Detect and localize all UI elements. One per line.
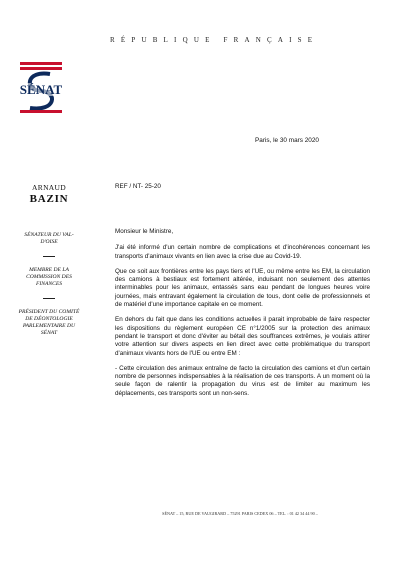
paragraph-1: J'ai été informé d'un certain nombre de complications et d'incohérences concernant les transports d'animaux vivants en lien avec la crise due au Covid-19. <box>115 244 370 260</box>
reference: REF / NT- 25-20 <box>115 183 161 190</box>
paragraph-3: En dehors du fait que dans les conditions actuelles il parait improbable de faire respecter les dispositions du règlement européen CE n°1/2005 sur la protection des animaux pendant le transport et donc d'éviter au bétail des souffrances extrêmes, je voulais attirer votre attention sur divers aspects en lien direct avec cette problématique du transport d'animaux vivants hors de l'UE ou entre EM : <box>115 316 370 357</box>
sender-first-name: ARNAUD <box>32 183 66 192</box>
sender-role-finance: MEMBRE DE LA COMMISSION DES FINANCES <box>26 266 72 288</box>
sender-last-name: BAZIN <box>29 193 69 205</box>
footer-address: SÉNAT – 15, RUE DE VAUGIRARD – 75291 PARIS CEDEX 06 – TEL. : 01 42 34 44 90 – <box>162 511 318 516</box>
salutation: Monsieur le Ministre, <box>115 228 174 235</box>
paragraph-4: - Cette circulation des animaux entraîne de facto la circulation des camions et d'un certain nombre de personnes indispensables à la réalisation de ces transports. A un moment où la seule façon de ralentir la propagation du virus est de limiter au maximum les déplacements, ces transports sont un non-sens. <box>115 364 370 397</box>
senat-logo <box>16 60 66 116</box>
republic-header: RÉPUBLIQUE FRANÇAISE <box>110 36 319 44</box>
senat-logo-text: SÉNAT <box>16 83 66 96</box>
sender-role-senator: SÉNATEUR DU VAL-D'OISE <box>24 232 74 246</box>
paragraph-2: Que ce soit aux frontières entre les pays tiers et l'UE, ou même entre les EM, la circulation des camions à bestiaux est fortement altérée, induisant non seulement des attentes interminables pour les animaux, entassés sans eau pendant de longues heures voire journées, mais entravant également la circulation de tous, dont celle de professionnels et de matériel d'une importance capitale en ce moment. <box>115 267 370 309</box>
letter-body <box>115 228 370 405</box>
sender-role-ethics: PRÉSIDENT DU COMITÉ DE DÉONTOLOGIE PARLEMENTAIRE DU SÉNAT <box>18 308 80 337</box>
place-date: Paris, le 30 mars 2020 <box>255 137 319 144</box>
sender-sidebar <box>18 183 80 337</box>
